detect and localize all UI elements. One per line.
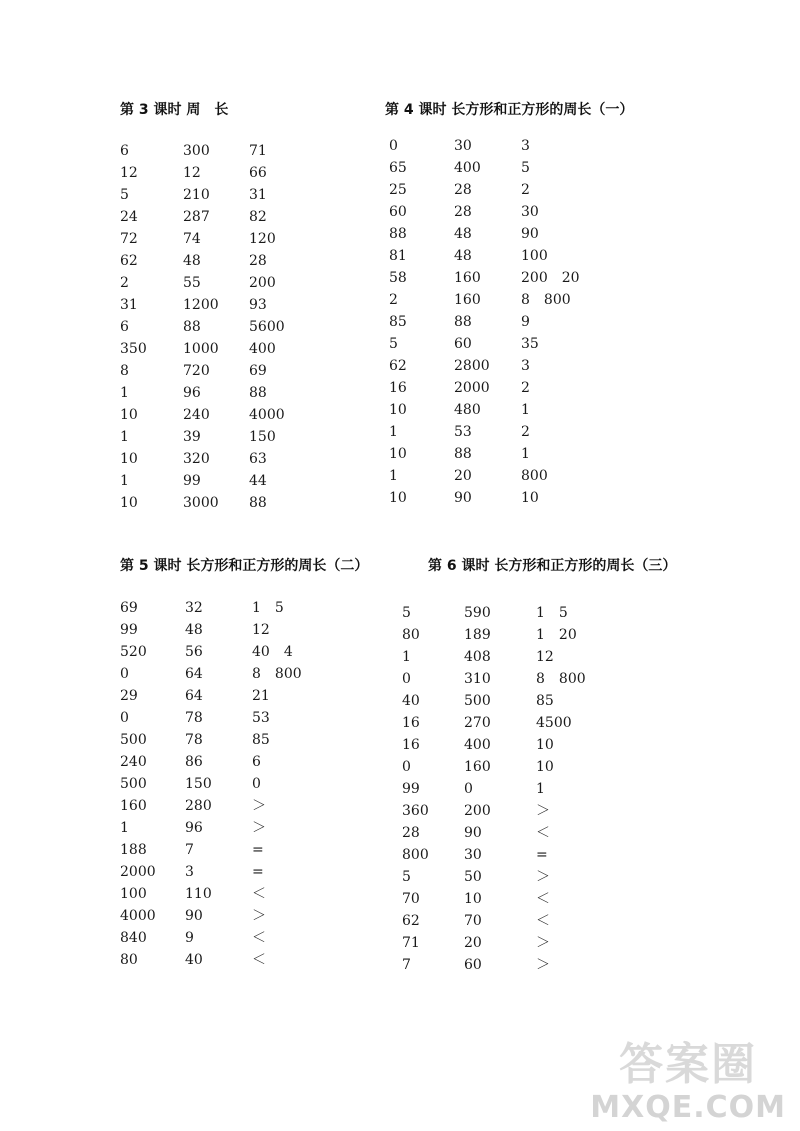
answer-cell: 50: [464, 869, 482, 885]
answer-cell: 86: [185, 754, 203, 770]
answer-cell: 4500: [536, 715, 572, 731]
answer-cell: 4000: [120, 908, 156, 924]
answer-cell: 66: [249, 165, 267, 181]
answer-cell: 65: [389, 160, 407, 176]
answer-cell: 6: [252, 754, 261, 770]
answer-cell: 85: [536, 693, 554, 709]
answer-cell: 10: [120, 451, 138, 467]
answer-cell: 100: [521, 248, 548, 264]
answer-cell: 21: [252, 688, 270, 704]
answer-cell: 10: [521, 490, 539, 506]
answer-cell: 1: [120, 385, 129, 401]
answer-cell: 3000: [183, 495, 219, 511]
answer-cell: 40: [402, 693, 420, 709]
watermark-top-text: 答案圈: [619, 1039, 758, 1090]
answer-cell: 12: [252, 622, 270, 638]
answer-cell: 500: [120, 776, 147, 792]
answer-cell: 6: [120, 143, 129, 159]
answer-cell: =: [252, 842, 264, 858]
answer-cell: 1: [120, 473, 129, 489]
answer-cell: 56: [185, 644, 203, 660]
answer-cell: 2: [521, 380, 530, 396]
answer-cell: 240: [183, 407, 210, 423]
answer-cell: 72: [120, 231, 138, 247]
answer-cell: 500: [464, 693, 491, 709]
answer-cell: 55: [183, 275, 201, 291]
answer-cell: 70: [402, 891, 420, 907]
section-title: 第 3 课时 周 长: [120, 102, 229, 118]
answer-cell: 99: [183, 473, 201, 489]
answer-cell: 0: [252, 776, 261, 792]
answer-cell: 3: [185, 864, 194, 880]
answer-cell: 99: [120, 622, 138, 638]
answer-cell: 71: [249, 143, 267, 159]
answer-cell: 840: [120, 930, 147, 946]
answer-cell: 78: [185, 732, 203, 748]
answer-cell: 35: [521, 336, 539, 352]
answer-cell: 48: [454, 226, 472, 242]
answer-cell: 85: [389, 314, 407, 330]
answer-cell: 210: [183, 187, 210, 203]
answer-cell: 2: [521, 424, 530, 440]
answer-cell: 2: [120, 275, 129, 291]
answer-cell: 62: [389, 358, 407, 374]
answer-cell: 10: [389, 402, 407, 418]
answer-cell: 10: [536, 737, 554, 753]
answer-cell: 287: [183, 209, 210, 225]
answer-cell: 88: [183, 319, 201, 335]
answer-cell: 16: [389, 380, 407, 396]
answer-cell: 2: [521, 182, 530, 198]
answer-cell: 1 20: [536, 627, 577, 643]
answer-cell: 800: [521, 468, 548, 484]
answer-cell: 30: [454, 138, 472, 154]
answer-cell: 590: [464, 605, 491, 621]
answer-cell: 10: [120, 407, 138, 423]
answer-cell: 100: [120, 886, 147, 902]
answer-cell: 160: [120, 798, 147, 814]
answer-cell: 1: [402, 649, 411, 665]
answer-cell: 200: [249, 275, 276, 291]
answer-cell: 10: [120, 495, 138, 511]
answer-cell: 88: [249, 385, 267, 401]
answer-cell: 1200: [183, 297, 219, 313]
answer-cell: 720: [183, 363, 210, 379]
section-title: 第 6 课时 长方形和正方形的周长（三）: [428, 558, 677, 574]
answer-cell: 300: [183, 143, 210, 159]
answer-cell: 69: [120, 600, 138, 616]
answer-cell: 350: [120, 341, 147, 357]
answer-cell: 96: [183, 385, 201, 401]
answer-cell: 30: [464, 847, 482, 863]
answer-cell: 3: [521, 358, 530, 374]
answer-cell: ＞: [536, 935, 550, 951]
answer-cell: 5600: [249, 319, 285, 335]
answer-cell: ＜: [536, 913, 550, 929]
answer-cell: 5: [402, 869, 411, 885]
answer-cell: 71: [402, 935, 420, 951]
answer-cell: 88: [454, 446, 472, 462]
answer-cell: 310: [464, 671, 491, 687]
answer-cell: 58: [389, 270, 407, 286]
answer-cell: 7: [185, 842, 194, 858]
answer-cell: 240: [120, 754, 147, 770]
answer-cell: 28: [454, 204, 472, 220]
answer-cell: 25: [389, 182, 407, 198]
answer-cell: 0: [402, 671, 411, 687]
answer-cell: 88: [249, 495, 267, 511]
answer-cell: 31: [120, 297, 138, 313]
answer-cell: 53: [252, 710, 270, 726]
answer-cell: 200: [464, 803, 491, 819]
answer-cell: 3: [521, 138, 530, 154]
answer-cell: 9: [521, 314, 530, 330]
answer-cell: 160: [454, 270, 481, 286]
answer-cell: ＜: [252, 886, 266, 902]
answer-cell: 10: [464, 891, 482, 907]
answer-cell: 7: [402, 957, 411, 973]
answer-cell: 82: [249, 209, 267, 225]
answer-cell: 520: [120, 644, 147, 660]
answer-cell: 60: [389, 204, 407, 220]
answer-cell: 64: [185, 688, 203, 704]
answer-cell: 31: [249, 187, 267, 203]
answer-cell: 32: [185, 600, 203, 616]
answer-cell: 8 800: [252, 666, 302, 682]
answer-cell: 10: [389, 446, 407, 462]
answer-cell: 39: [183, 429, 201, 445]
answer-cell: 2800: [454, 358, 490, 374]
answer-cell: 6: [120, 319, 129, 335]
answer-cell: 160: [464, 759, 491, 775]
answer-cell: 93: [249, 297, 267, 313]
answer-cell: ＞: [536, 869, 550, 885]
answer-cell: 12: [536, 649, 554, 665]
answer-cell: 189: [464, 627, 491, 643]
answer-cell: 88: [389, 226, 407, 242]
answer-cell: 8 800: [536, 671, 586, 687]
answer-cell: 2: [389, 292, 398, 308]
answer-cell: 48: [454, 248, 472, 264]
answer-cell: 80: [402, 627, 420, 643]
answer-cell: 90: [521, 226, 539, 242]
answer-cell: 360: [402, 803, 429, 819]
answer-cell: 0: [120, 666, 129, 682]
answer-cell: 9: [185, 930, 194, 946]
answer-cell: 150: [249, 429, 276, 445]
answer-cell: 8: [120, 363, 129, 379]
answer-cell: 28: [402, 825, 420, 841]
answer-cell: 320: [183, 451, 210, 467]
answer-cell: 16: [402, 715, 420, 731]
answer-cell: 96: [185, 820, 203, 836]
answer-cell: 90: [185, 908, 203, 924]
answer-cell: 4000: [249, 407, 285, 423]
answer-cell: 110: [185, 886, 212, 902]
answer-cell: 270: [464, 715, 491, 731]
watermark-url-text: MXQE.COM: [590, 1090, 786, 1125]
answer-cell: 24: [120, 209, 138, 225]
answer-cell: 53: [454, 424, 472, 440]
answer-cell: 12: [183, 165, 201, 181]
answer-cell: 60: [454, 336, 472, 352]
answer-cell: 480: [454, 402, 481, 418]
answer-cell: 2000: [454, 380, 490, 396]
answer-cell: 10: [536, 759, 554, 775]
answer-cell: 88: [454, 314, 472, 330]
answer-cell: 48: [185, 622, 203, 638]
answer-cell: 69: [249, 363, 267, 379]
answer-cell: 20: [464, 935, 482, 951]
answer-cell: 40: [185, 952, 203, 968]
answer-cell: 60: [464, 957, 482, 973]
answer-cell: 2000: [120, 864, 156, 880]
answer-cell: 63: [249, 451, 267, 467]
answer-cell: 20: [454, 468, 472, 484]
section-title: 第 4 课时 长方形和正方形的周长（一）: [385, 102, 634, 118]
answer-cell: 5: [389, 336, 398, 352]
answer-cell: 5: [120, 187, 129, 203]
answer-cell: 40 4: [252, 644, 293, 660]
answer-cell: ＞: [536, 957, 550, 973]
answer-cell: ＜: [536, 891, 550, 907]
answer-cell: 1: [521, 446, 530, 462]
answer-cell: 1: [120, 429, 129, 445]
answer-cell: 800: [402, 847, 429, 863]
answer-cell: 0: [389, 138, 398, 154]
answer-cell: =: [536, 847, 548, 863]
watermark-logo: [590, 1039, 786, 1125]
answer-cell: ＞: [536, 803, 550, 819]
answer-cell: 64: [185, 666, 203, 682]
section-title: 第 5 课时 长方形和正方形的周长（二）: [120, 558, 369, 574]
answer-cell: 1: [389, 468, 398, 484]
answer-cell: 500: [120, 732, 147, 748]
answer-cell: 5: [521, 160, 530, 176]
answer-cell: 280: [185, 798, 212, 814]
answer-cell: 74: [183, 231, 201, 247]
answer-cell: 28: [249, 253, 267, 269]
answer-cell: 408: [464, 649, 491, 665]
answer-cell: 400: [464, 737, 491, 753]
answer-cell: ＜: [252, 930, 266, 946]
answer-cell: 1: [521, 402, 530, 418]
answer-cell: 200 20: [521, 270, 580, 286]
answer-cell: 5: [402, 605, 411, 621]
answer-cell: =: [252, 864, 264, 880]
answer-cell: 30: [521, 204, 539, 220]
answer-cell: 90: [464, 825, 482, 841]
answer-cell: 0: [464, 781, 473, 797]
answer-cell: 85: [252, 732, 270, 748]
answer-cell: 81: [389, 248, 407, 264]
answer-cell: 12: [120, 165, 138, 181]
answer-cell: 62: [120, 253, 138, 269]
answer-cell: 1 5: [252, 600, 284, 616]
answer-cell: 48: [183, 253, 201, 269]
answer-cell: 160: [454, 292, 481, 308]
answer-cell: 0: [402, 759, 411, 775]
answer-cell: 62: [402, 913, 420, 929]
answer-cell: 1: [120, 820, 129, 836]
answer-cell: 1: [389, 424, 398, 440]
answer-cell: 29: [120, 688, 138, 704]
answer-cell: 10: [389, 490, 407, 506]
answer-cell: ＞: [252, 908, 266, 924]
answer-cell: 80: [120, 952, 138, 968]
answer-cell: 400: [454, 160, 481, 176]
answer-cell: 99: [402, 781, 420, 797]
answer-cell: 78: [185, 710, 203, 726]
answer-cell: 44: [249, 473, 267, 489]
answer-cell: ＜: [536, 825, 550, 841]
answer-cell: ＞: [252, 820, 266, 836]
answer-cell: ＜: [252, 952, 266, 968]
answer-cell: 188: [120, 842, 147, 858]
answer-cell: 120: [249, 231, 276, 247]
answer-cell: 90: [454, 490, 472, 506]
answer-cell: 1: [536, 781, 545, 797]
answer-cell: 400: [249, 341, 276, 357]
answer-cell: 150: [185, 776, 212, 792]
answer-cell: 0: [120, 710, 129, 726]
answer-cell: 28: [454, 182, 472, 198]
answer-cell: 70: [464, 913, 482, 929]
answer-cell: 1000: [183, 341, 219, 357]
answer-cell: 8 800: [521, 292, 571, 308]
answer-cell: 1 5: [536, 605, 568, 621]
answer-cell: 16: [402, 737, 420, 753]
answer-cell: ＞: [252, 798, 266, 814]
